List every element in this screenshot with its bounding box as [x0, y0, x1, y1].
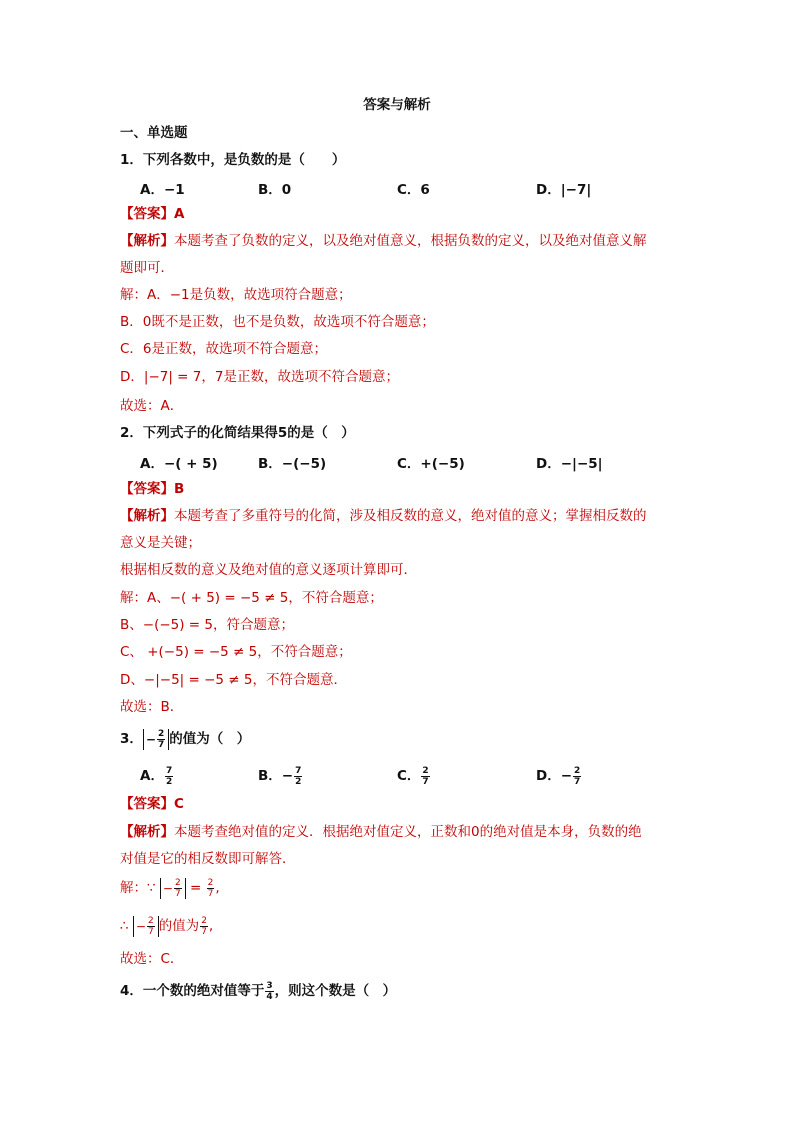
option-b: B．−(−5)	[258, 456, 327, 472]
analysis-label: 【解析】	[120, 824, 174, 840]
solution-1-line-3: C．6是正数，故选项不符合题意；	[120, 341, 328, 357]
question-2-options	[140, 452, 660, 472]
question-3-stem	[120, 728, 250, 750]
option-a: A．−1	[140, 182, 185, 198]
answer-label: 【答案】	[120, 206, 174, 222]
answer-3	[120, 795, 184, 813]
answer-1	[120, 205, 184, 223]
question-2-stem: 2．下列式子的化简结果得5的是（ ）	[120, 425, 355, 441]
solution-2-line-3: C、 +(−5) = −5 ≠ 5，不符合题意；	[120, 644, 352, 660]
solution-2-line-2: B、−(−5) = 5，符合题意；	[120, 617, 294, 633]
option-c: C．+(−5)	[397, 456, 465, 472]
option-d: D．−|−5|	[536, 456, 603, 472]
analysis-3-line-2: 对值是它的相反数即可解答．	[120, 851, 296, 867]
page-title: 答案与解析	[363, 97, 431, 113]
analysis-1-line-1	[120, 232, 647, 250]
absolute-value-expression: − $\frac{2}{7}$	[133, 916, 159, 937]
analysis-1-line-2: 题即可．	[120, 260, 174, 276]
solution-2-line-4: D、−|−5| = −5 ≠ 5，不符合题意．	[120, 672, 347, 688]
answer-label: 【答案】	[120, 481, 174, 497]
option-a: A．−( + 5)	[140, 456, 218, 472]
question-1-stem: 1．下列各数中，是负数的是（ ）	[120, 152, 346, 168]
analysis-3-line-1	[120, 823, 642, 841]
analysis-2-line-1	[120, 507, 647, 525]
analysis-2-line-3: 根据相反数的意义及绝对值的意义逐项计算即可．	[120, 562, 417, 578]
analysis-label: 【解析】	[120, 233, 174, 249]
answer-value: A	[174, 206, 185, 222]
solution-3-conclusion: 故选：C．	[120, 951, 184, 967]
answer-value: B	[174, 481, 185, 497]
solution-1-line-2: B．0既不是正数，也不是负数，故选项不符合题意；	[120, 314, 435, 330]
analysis-text: 本题考查了负数的定义，以及绝对值意义，根据负数的定义，以及绝对值意义解	[174, 233, 647, 249]
option-b: B．0	[258, 182, 292, 198]
solution-1-line-1: 解：A．−1是负数，故选项符合题意；	[120, 287, 352, 303]
solution-1-line-4: D．|−7| = 7，7是正数，故选项不符合题意；	[120, 369, 399, 385]
analysis-text: 本题考查绝对值的定义．根据绝对值定义，正数和0的绝对值是本身，负数的绝	[174, 824, 642, 840]
absolute-value-expression: − $\frac{2}{7}$	[160, 878, 186, 899]
answer-2	[120, 480, 184, 498]
question-4-stem: 4．一个数的绝对值等于 $\frac{3}{4}$ ，则这个数是（ ）	[120, 980, 397, 1002]
solution-3-line-2: ∴ − $\frac{2}{7}$ 的值为 $\frac{2}{7}$ ,	[120, 915, 214, 937]
option-d: D．|−7|	[536, 182, 592, 198]
absolute-value-expression: − $\frac{2}{7}$	[143, 729, 169, 750]
question-number: 3．	[120, 731, 143, 747]
answer-label: 【答案】	[120, 796, 174, 812]
question-3-options	[140, 764, 660, 787]
option-a: A． $\frac{7}{2}$	[140, 765, 173, 787]
section-heading: 一、单选题	[120, 125, 188, 141]
solution-3-line-1: 解：∵ − $\frac{2}{7}$ = $\frac{2}{7}$ ,	[120, 877, 220, 899]
option-b: B．− $\frac{7}{2}$	[258, 765, 302, 787]
solution-1-conclusion: 故选：A．	[120, 398, 184, 414]
analysis-2-line-2: 意义是关键；	[120, 535, 201, 551]
option-d: D．− $\frac{2}{7}$	[536, 765, 581, 787]
option-c: C．6	[397, 182, 430, 198]
analysis-label: 【解析】	[120, 508, 174, 524]
analysis-text: 本题考查了多重符号的化简，涉及相反数的意义，绝对值的意义；掌握相反数的	[174, 508, 647, 524]
question-1-options	[140, 178, 660, 198]
solution-2-line-1: 解：A、−( + 5) = −5 ≠ 5，不符合题意；	[120, 590, 383, 606]
question-tail: 的值为（ ）	[169, 731, 251, 747]
option-c: C． $\frac{2}{7}$	[397, 765, 429, 787]
solution-2-conclusion: 故选：B．	[120, 699, 184, 715]
answer-value: C	[174, 796, 184, 812]
